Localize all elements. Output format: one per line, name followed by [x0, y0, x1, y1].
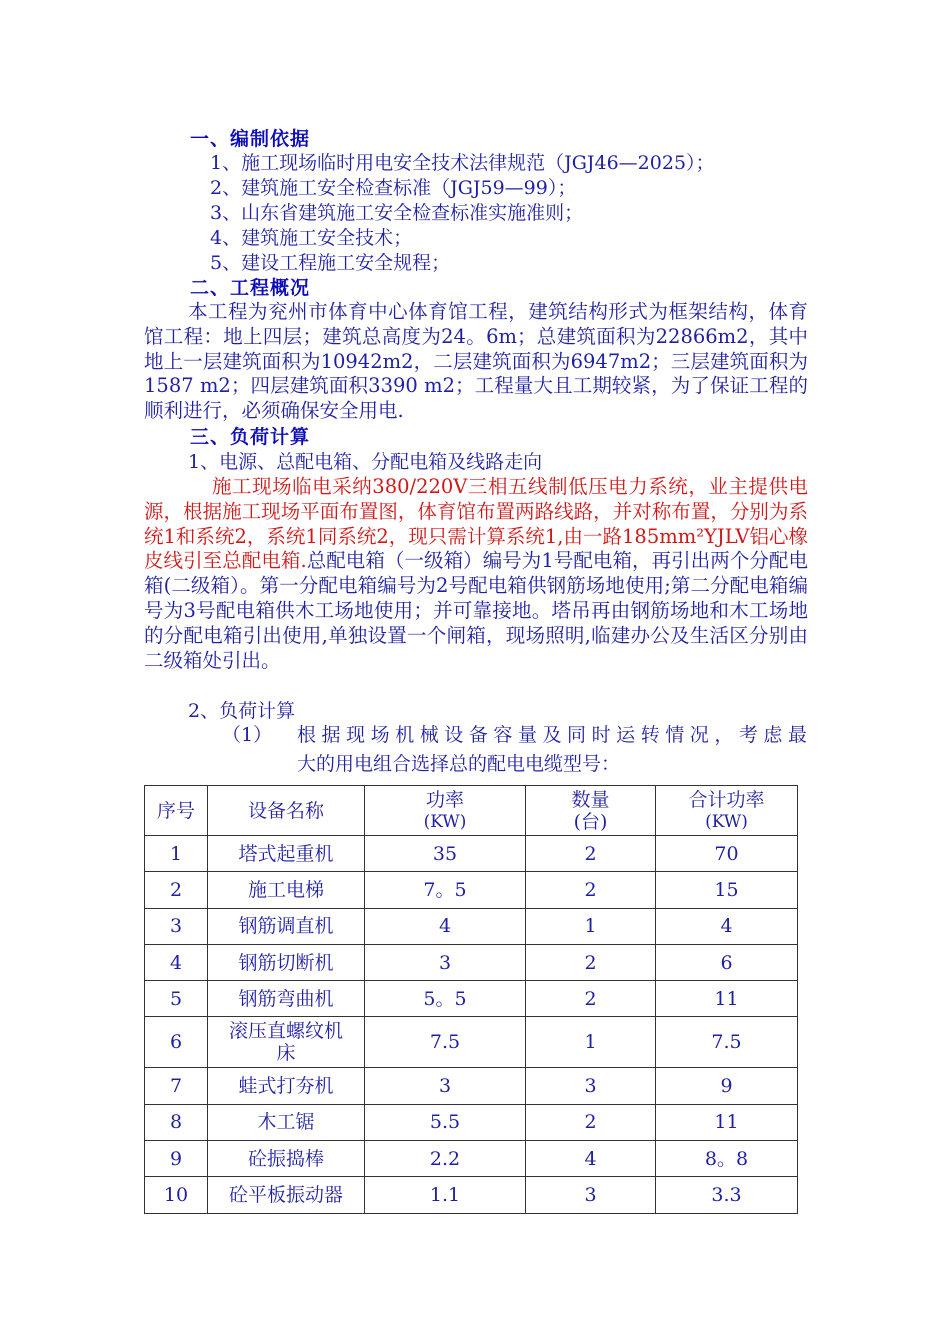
header-qty	[526, 786, 656, 836]
header-qty-line1: 数量	[571, 788, 610, 811]
overview-heading: 二、工程概况	[190, 277, 311, 299]
load-item-1-text-a: 根据现场机械设备容量及同时运转情况，考虑最	[297, 724, 807, 746]
cell-total: 9	[656, 1068, 798, 1104]
cell-name: 砼振捣棒	[208, 1141, 365, 1177]
table-row	[145, 908, 798, 944]
table-header-row	[145, 786, 798, 836]
cell-power: 3	[365, 944, 526, 980]
cell-no: 3	[145, 908, 208, 944]
table-row	[145, 1141, 798, 1177]
cell-qty: 1	[526, 1017, 656, 1068]
basis-heading: 一、编制依据	[190, 128, 311, 150]
load-item-1-text-b: 大的用电组合选择总的配电电缆型号：	[297, 753, 621, 775]
cell-power: 4	[365, 908, 526, 944]
power-supply-text-red: 施工现场临电采纳380/220V三相五线制低压电力系统，业主提供电源，根据施工现场平面布置图，体育馆布置两路线路，并对称布置，分别为系统1和系统2，系统1同系统2，现只需计算系统1,由一路185mm²YJLV铝心橡皮线引至总配电箱.	[144, 475, 808, 573]
cell-power: 2.2	[365, 1141, 526, 1177]
header-total-line1: 合计功率	[688, 788, 765, 811]
cell-power: 3	[365, 1068, 526, 1104]
table-row	[145, 872, 798, 908]
basis-item-2: 2、建筑施工安全检查标准（JGJ59—99）；	[210, 177, 577, 199]
cell-qty: 2	[526, 1104, 656, 1140]
load-subheading-1: 1、电源、总配电箱、分配电箱及线路走向	[188, 451, 543, 473]
cell-power: 7.5	[365, 1017, 526, 1068]
cell-total: 8。8	[656, 1141, 798, 1177]
power-supply-paragraph	[144, 475, 808, 673]
cell-qty: 4	[526, 1141, 656, 1177]
header-qty-line2: (台)	[573, 810, 608, 833]
header-total	[656, 786, 798, 836]
load-item-1-number: （1）	[222, 724, 273, 746]
cell-no: 1	[145, 836, 208, 872]
cell-power: 1.1	[365, 1177, 526, 1213]
cell-qty: 3	[526, 1177, 656, 1213]
basis-item-3: 3、山东省建筑施工安全检查标准实施准则；	[210, 202, 584, 224]
cell-total: 11	[656, 1104, 798, 1140]
cell-name: 蛙式打夯机	[208, 1068, 365, 1104]
cell-power: 5。5	[365, 981, 526, 1017]
cell-no: 8	[145, 1104, 208, 1140]
header-total-line2: (KW)	[705, 811, 748, 832]
table-row	[145, 1177, 798, 1213]
cell-no: 9	[145, 1141, 208, 1177]
table-row	[145, 1017, 798, 1068]
cell-total: 15	[656, 872, 798, 908]
cell-name: 钢筋弯曲机	[208, 981, 365, 1017]
cell-qty: 2	[526, 981, 656, 1017]
cell-name-line1: 滚压直螺纹机	[228, 1020, 343, 1043]
header-power	[365, 786, 526, 836]
load-subheading-2: 2、负荷计算	[188, 700, 296, 722]
power-supply-text-blue: 总配电箱（一级箱）编号为1号配电箱，再引出两个分配电箱(二级箱）。第一分配电箱编号为2号配电箱供钢筋场地使用;第二分配电箱编号为3号配电箱供木工场地使用；并可靠接地。塔吊再由钢筋场地和木工场地的分配电箱引出使用,单独设置一个闸箱，现场照明,临建办公及生活区分别由二级箱处引出。	[144, 549, 808, 672]
cell-qty: 2	[526, 872, 656, 908]
cell-no: 2	[145, 872, 208, 908]
header-no: 序号	[145, 786, 208, 836]
cell-qty: 3	[526, 1068, 656, 1104]
cell-name	[208, 1017, 365, 1068]
basis-item-5: 5、建设工程施工安全规程；	[210, 252, 451, 274]
cell-power: 7。5	[365, 872, 526, 908]
cell-total: 6	[656, 944, 798, 980]
equipment-load-table	[144, 785, 798, 1214]
cell-power: 5.5	[365, 1104, 526, 1140]
overview-paragraph: 本工程为兖州市体育中心体育馆工程，建筑结构形式为框架结构，体育馆工程：地上四层；建筑总高度为24。6m；总建筑面积为22866m2，其中地上一层建筑面积为10942m2，二层建筑面积为6947m2；三层建筑面积为1587 m2；四层建筑面积3390 m2；工程量大且工期较紧，为了保证工程的顺利进行，必须确保安全用电.	[144, 300, 808, 423]
cell-no: 7	[145, 1068, 208, 1104]
cell-power: 35	[365, 836, 526, 872]
table-row	[145, 944, 798, 980]
cell-total: 70	[656, 836, 798, 872]
cell-no: 10	[145, 1177, 208, 1213]
table-row	[145, 1104, 798, 1140]
cell-qty: 2	[526, 944, 656, 980]
cell-total: 7.5	[656, 1017, 798, 1068]
cell-name: 钢筋切断机	[208, 944, 365, 980]
basis-item-1: 1、施工现场临时用电安全技术法律规范（JGJ46—2025）；	[210, 152, 715, 174]
cell-qty: 1	[526, 908, 656, 944]
table-row	[145, 1068, 798, 1104]
header-power-line1: 功率	[425, 788, 464, 811]
cell-total: 3.3	[656, 1177, 798, 1213]
cell-name: 木工锯	[208, 1104, 365, 1140]
cell-total: 11	[656, 981, 798, 1017]
header-power-line2: (KW)	[423, 811, 467, 832]
cell-name: 钢筋调直机	[208, 908, 365, 944]
header-name: 设备名称	[208, 786, 365, 836]
cell-name: 塔式起重机	[208, 836, 365, 872]
basis-item-4: 4、建筑施工安全技术；	[210, 227, 413, 249]
load-heading: 三、负荷计算	[190, 426, 311, 448]
cell-no: 4	[145, 944, 208, 980]
cell-total: 4	[656, 908, 798, 944]
table-row	[145, 981, 798, 1017]
cell-qty: 2	[526, 836, 656, 872]
cell-name: 砼平板振动器	[208, 1177, 365, 1213]
cell-no: 5	[145, 981, 208, 1017]
cell-no: 6	[145, 1017, 208, 1068]
cell-name: 施工电梯	[208, 872, 365, 908]
table-row	[145, 836, 798, 872]
cell-name-line2: 床	[276, 1042, 296, 1065]
